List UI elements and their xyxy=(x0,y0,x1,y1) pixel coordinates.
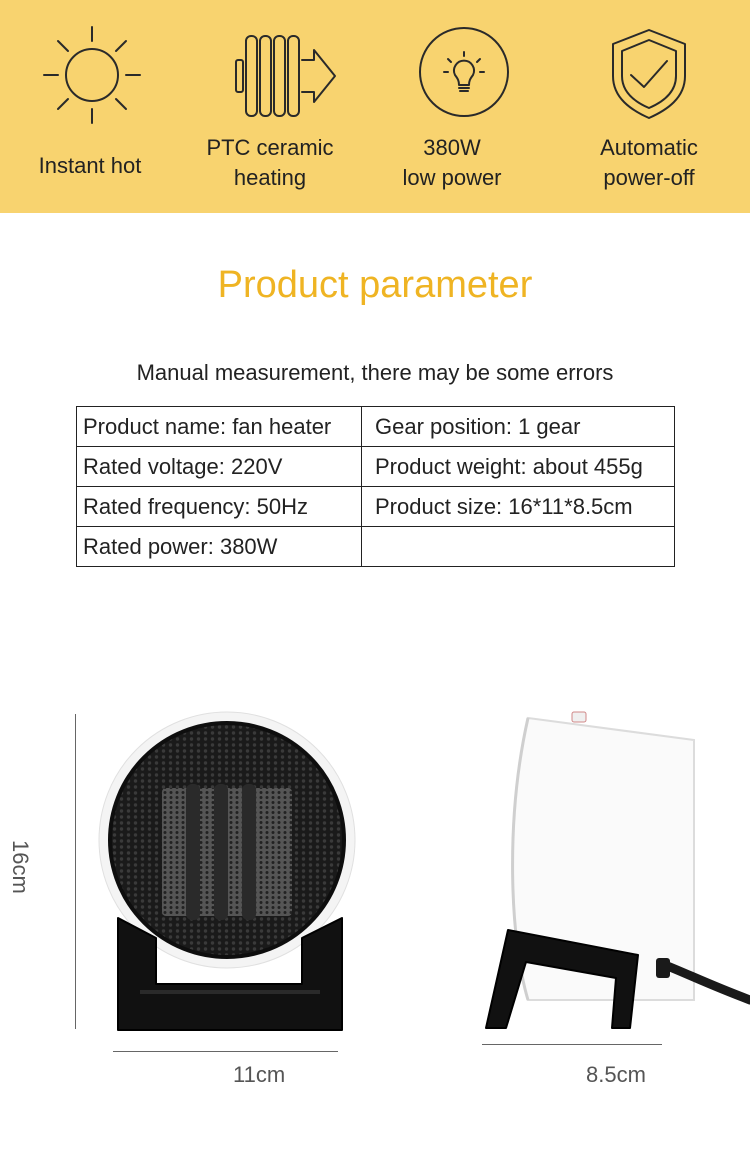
table-cell: Rated power: 380W xyxy=(77,527,362,567)
depth-dimension-line xyxy=(482,1044,662,1045)
height-label: 16cm xyxy=(8,840,33,894)
table-cell xyxy=(362,527,675,567)
feature-label-line: Instant hot xyxy=(38,153,142,178)
parameter-table xyxy=(76,406,675,567)
width-dimension-line xyxy=(113,1051,338,1052)
feature-label xyxy=(362,133,542,193)
table-row xyxy=(77,407,675,447)
heater-side-view xyxy=(460,700,750,1040)
shield-check-icon xyxy=(559,24,739,124)
feature-label xyxy=(180,133,360,193)
feature-label xyxy=(0,151,180,181)
feature-banner xyxy=(0,0,750,213)
table-cell: Rated frequency: 50Hz xyxy=(77,487,362,527)
height-dimension-line xyxy=(75,714,76,1029)
table-row xyxy=(77,527,675,567)
table-row xyxy=(77,487,675,527)
lightbulb-icon xyxy=(362,24,542,124)
table-row xyxy=(77,447,675,487)
feature-label-line: PTC ceramic xyxy=(206,135,334,160)
table-cell: Product size: 16*11*8.5cm xyxy=(362,487,675,527)
table-cell: Gear position: 1 gear xyxy=(362,407,675,447)
depth-label: 8.5cm xyxy=(586,1062,646,1087)
feature-auto-power-off xyxy=(559,0,739,213)
feature-instant-hot xyxy=(0,0,180,213)
table-cell: Rated voltage: 220V xyxy=(77,447,362,487)
section-title: Product parameter xyxy=(217,264,533,306)
feature-ptc-ceramic xyxy=(180,0,360,213)
sun-icon xyxy=(0,24,180,124)
measurement-note: Manual measurement, there may be some errors xyxy=(136,360,614,385)
feature-label-line: Automatic xyxy=(600,135,698,160)
width-label: 11cm xyxy=(233,1062,286,1087)
feature-label-line: power-off xyxy=(603,165,695,190)
table-cell: Product weight: about 455g xyxy=(362,447,675,487)
feature-low-power xyxy=(362,0,542,213)
ceramic-heater-icon xyxy=(180,24,360,124)
feature-label xyxy=(559,133,739,193)
feature-label-line: 380W xyxy=(423,135,481,160)
table-cell: Product name: fan heater xyxy=(77,407,362,447)
heater-front-view xyxy=(90,700,380,1040)
feature-label-line: low power xyxy=(402,165,502,190)
feature-label-line: heating xyxy=(233,165,307,190)
